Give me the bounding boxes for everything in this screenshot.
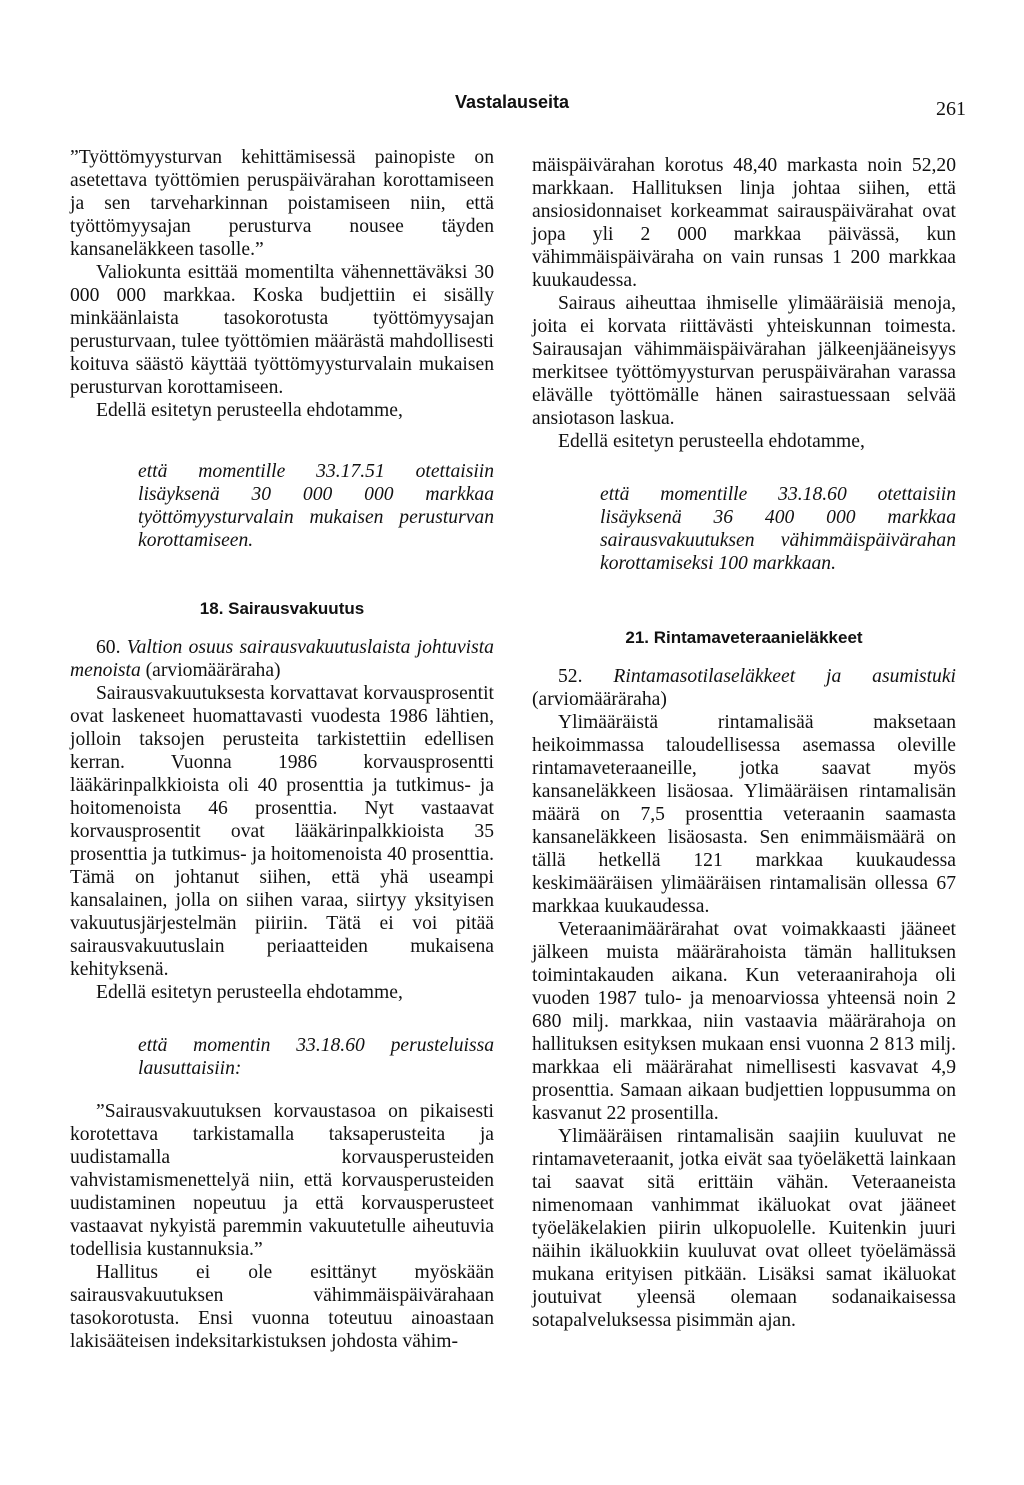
paragraph: Ylimääräisen rintamalisän saajiin kuuluvat ne rintamaveteraanit, jotka eivät saa työeläkettä lainkaan tai saavat sitä erittäin vähän. Veteraaneista nimenomaan vanhimmat ikäluokat ovat jääneet työeläkelakien piirin ulkopuolelle. Kuitenkin juuri näihin ikäluokkiin kuuluvat ovat olleet työelämässä mukana erityisen pitkään. Lisäksi samat ikäluokat joutuivat yleensä olemaan sodanaikaisessa sotapalveluksessa pisimmän ajan. xyxy=(532,1126,956,1331)
section-heading: 18. Sairausvakuutus xyxy=(199,599,365,618)
item-type: (arviomääräraha) xyxy=(145,660,281,681)
paragraph: Edellä esitetyn perusteella ehdotamme, xyxy=(96,400,403,421)
paragraph: Veteraanimäärärahat ovat voimakkaasti jääneet jälkeen muista määrärahoista tämän hallituksen toimintakauden aikana. Kun veteraanirahoja oli vuoden 1987 tulo- ja menoarviossa yhteensä noin 2 680 milj. markkaa, niin vastaavia määrärahoja on hallituksen esityksen mukaan ensi vuonna 2 813 milj. markkaa eli määrärahat nimellisesti kasvavat 4,9 prosenttia. Samaan aikaan budjettien loppusumma on kasvanut 22 prosentilla. xyxy=(532,919,956,1124)
page-number: 261 xyxy=(936,98,966,120)
paragraph: Hallitus ei ole esittänyt myöskään sairausvakuutuksen vähimmäispäivärahaan tasokorotusta. Ensi vuonna toteutuu ainoastaan lakisääteisen indeksitarkistuksen johdosta vähim- xyxy=(70,1262,494,1352)
item-number: 52. xyxy=(558,666,583,687)
paragraph: mäispäivärahan korotus 48,40 markasta noin 52,20 markkaan. Hallituksen linja johtaa siihen, että ansiosidonnaiset korkeammat sairauspäivärahat ovat jopa yli 2 000 markkaa päivässä, kun vähimmäispäiväraha on vain runsas 1 200 markkaa kuukaudessa. xyxy=(532,155,956,291)
right-column xyxy=(532,154,956,1332)
item-number: 60. xyxy=(96,637,121,658)
item-title: Rintamasotilaseläkkeet ja asumistuki xyxy=(613,666,956,687)
section-heading: 21. Rintamaveteraanieläkkeet xyxy=(625,628,863,647)
left-column xyxy=(70,146,494,1353)
paragraph: Valiokunta esittää momentilta vähennettäväksi 30 000 000 markkaa. Koska budjettiin ei sisälly minkäänlaista tasokorotusta työttömyysajan perusturvaan, tulee työttömien määrästä mahdollisesti koituva säästö käyttää työttömyysturvalain mukaisen perusturvan korottamiseen. xyxy=(70,262,494,398)
proposal-text: että momentille 33.18.60 otettaisiin lisäyksenä 36 400 000 markkaa sairausvakuutuksen vähimmäispäivärahan korottamiseksi 100 markkaan. xyxy=(600,484,956,574)
paragraph: Edellä esitetyn perusteella ehdotamme, xyxy=(558,431,865,452)
paragraph: Sairaus aiheuttaa ihmiselle ylimääräisiä menoja, joita ei korvata riittävästi yhteiskunnan toimesta. Sairausajan vähimmäispäivärahan jälkeenjääneisyys merkitsee työttömyysturvan peruspäivärahan varassa elävälle työttömälle hänen sairastuessaan selvää ansiotason laskua. xyxy=(532,293,956,429)
paragraph: Edellä esitetyn perusteella ehdotamme, xyxy=(96,982,403,1003)
paragraph: Ylimääräistä rintamalisää maksetaan heikoimmassa taloudellisessa asemassa oleville rintamaveteraaneille, jotka saavat myös kansaneläkkeen lisäosaa. Ylimääräisen rintamalisän määrä on 7,5 prosenttia veteraanin saamasta kansaneläkkeen lisäosasta. Sen enimmäismäärä on tällä hetkellä 121 markkaa kuukaudessa keskimääräisen ylimääräisen rintamalisän ollessa 67 markkaa kuukaudessa. xyxy=(532,712,956,917)
item-heading xyxy=(70,636,494,682)
item-title: Valtion osuus sairausvakuutuslaista johtuvista menoista xyxy=(70,637,494,681)
item-type: (arviomääräraha) xyxy=(532,689,667,710)
paragraph: Sairausvakuutuksesta korvattavat korvausprosentit ovat laskeneet huomattavasti vuodesta 1986 lähtien, jolloin taksojen perusteita tarkistettiin edellisen kerran. Vuonna 1986 korvausprosentti lääkärinpalkkioista oli 40 prosenttia ja tutkimus- ja hoitomenoista 46 prosenttia. Nyt vastaavat korvausprosentit ovat lääkärinpalkkioista 35 prosenttia ja tutkimus- ja hoitomenoista 40 prosenttia. Tämä on johtanut siihen, että yhä useampi kansalainen, jolla on siihen varaa, siirtyy yksityisen vakuutusjärjestelmän piiriin. Tätä ei voi pitää sairausvakuutuslain periaatteiden mukaisena kehityksenä. xyxy=(70,683,494,980)
proposal-text: että momentin 33.18.60 perusteluissa lausuttaisiin: xyxy=(138,1035,494,1079)
page-header-title: Vastalauseita xyxy=(454,92,570,112)
item-heading xyxy=(532,665,956,711)
quote-paragraph: ”Sairausvakuutuksen korvaustasoa on pikaisesti korotettava tarkistamalla taksaperusteita ja uudistamalla korvausperusteiden vahvistamismenettelyä niin, että korvausperusteiden uudistaminen nopeutuu ja että korvausperusteet vastaavat nykyistä paremmin vakuutetulle aiheutuvia todellisia kustannuksia.” xyxy=(70,1101,494,1260)
paragraph: ”Työttömyysturvan kehittämisessä painopiste on asetettava työttömien peruspäivärahan korottamiseen ja sen tarveharkinnan poistamiseen niin, että työttömyysajan perusturva nousee täyden kansaneläkkeen tasolle.” xyxy=(70,147,494,260)
proposal-text: että momentille 33.17.51 otettaisiin lisäyksenä 30 000 000 markkaa työttömyysturvalain mukaisen perusturvan korottamiseen. xyxy=(138,461,494,551)
